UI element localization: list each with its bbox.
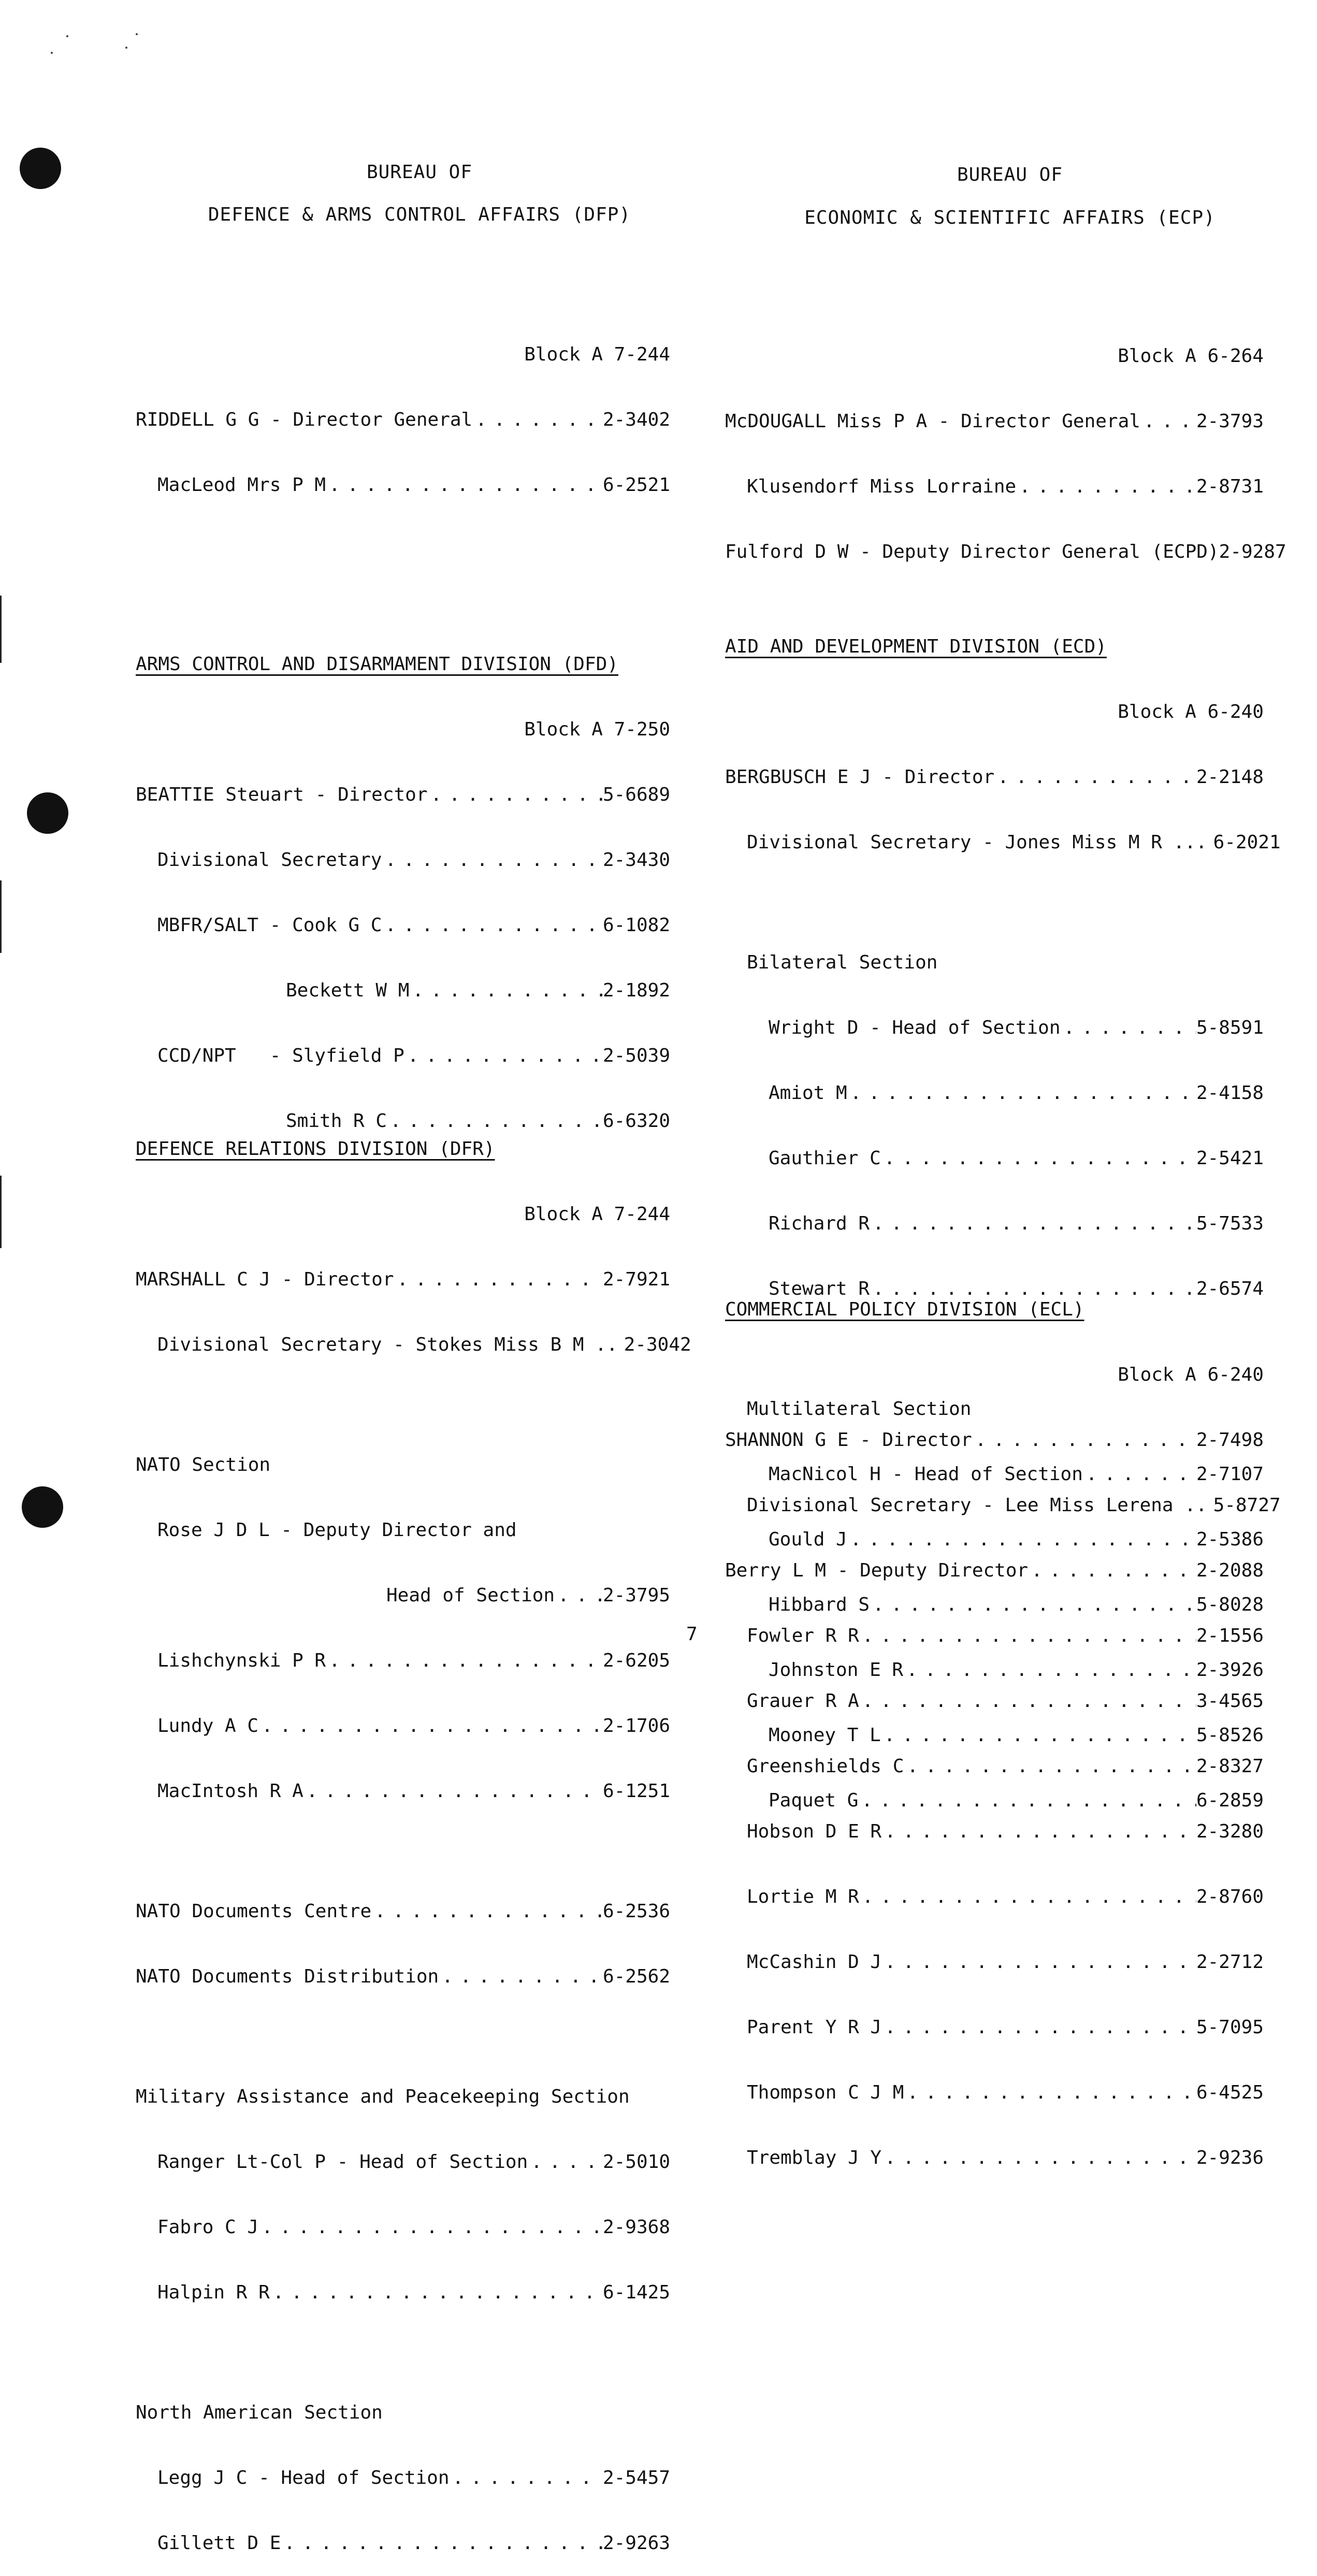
entry-number: 5-8591 [1196, 1017, 1264, 1038]
entry-number: 6-1082 [602, 915, 670, 936]
directory-entry [725, 1429, 1264, 1451]
entry-name: Stewart R [769, 1278, 870, 1299]
bureau-ecp-line2: ECONOMIC & SCIENTIFIC AFFAIRS (ECP) [804, 207, 1215, 228]
directory-entry [136, 409, 670, 431]
scan-speck [66, 35, 68, 37]
entry-name: CCD/NPT - Slyfield P [157, 1045, 404, 1066]
entry-number: 5-7095 [1196, 2017, 1264, 2038]
entry-number: 2-3795 [602, 1585, 670, 1606]
directory-entry [136, 915, 670, 936]
entry-name: BEATTIE Steuart - Director [136, 784, 428, 805]
directory-entry [725, 1625, 1264, 1647]
directory-entry [136, 1269, 670, 1291]
division-title: COMMERCIAL POLICY DIVISION (ECL) [725, 1299, 1084, 1320]
directory-entry [725, 1756, 1264, 1777]
entry-name: Beckett W M [286, 980, 410, 1001]
directory-entry [136, 1715, 670, 1737]
directory-entry [725, 1213, 1264, 1235]
entry-number: 6-2021 [1213, 832, 1281, 853]
directory-entry [136, 2467, 670, 2489]
directory-entry [725, 766, 1264, 788]
page-number: 7 [686, 1624, 698, 1645]
entry-name: Ranger Lt-Col P - Head of Section [157, 2151, 528, 2173]
entry-number: 2-2088 [1196, 1560, 1264, 1581]
directory-entry [136, 1901, 670, 1922]
entry-name: Klusendorf Miss Lorraine [747, 476, 1017, 497]
directory-entry [725, 1148, 1264, 1169]
directory-entry [725, 476, 1264, 498]
division-title: DEFENCE RELATIONS DIVISION (DFR) [136, 1138, 495, 1160]
directory-entry [136, 2217, 670, 2238]
entry-name: Lishchynski P R [157, 1650, 326, 1671]
entry-number: 2-5457 [602, 2467, 670, 2488]
directory-entry [725, 2147, 1264, 2169]
entry-number: 6-1425 [602, 2282, 670, 2303]
scan-edge-mark [0, 596, 2, 663]
directory-entry [136, 2151, 670, 2173]
entry-number: 6-2859 [1196, 1790, 1264, 1811]
directory-entry [136, 1781, 670, 1802]
entry-number: 2-8731 [1196, 476, 1264, 497]
entry-number: 2-7498 [1196, 1429, 1264, 1451]
entry-number: 2-9236 [1196, 2147, 1264, 2168]
directory-entry [136, 1585, 670, 1607]
entry-name: MARSHALL C J - Director [136, 1269, 394, 1290]
directory-entry [725, 1821, 1264, 1843]
entry-name: Parent Y R J [747, 2017, 882, 2038]
directory-entry [725, 1886, 1264, 1908]
block-location: Block A 6-264 [1118, 345, 1264, 367]
entry-name: Richard R [769, 1213, 870, 1234]
entry-number: 6-2521 [602, 474, 670, 496]
block-location: Block A 6-240 [1118, 1364, 1264, 1385]
entry-name: Johnston E R [769, 1659, 904, 1681]
entry-number: 2-7921 [602, 1269, 670, 1290]
division-ecl [725, 1255, 1281, 2191]
entry-number: 2-9263 [602, 2532, 670, 2554]
directory-entry [725, 1690, 1264, 1712]
entry-number: 5-8526 [1196, 1725, 1264, 1746]
entry-name: Divisional Secretary - Lee Miss Lerena .. [747, 1495, 1207, 1516]
entry-name: Halpin R R [157, 2282, 270, 2303]
directory-entry [136, 1334, 691, 1356]
entry-number: 2-2148 [1196, 766, 1264, 788]
entry-number: 2-1892 [602, 980, 670, 1001]
entry-name: Gould J [769, 1529, 847, 1550]
scan-speck [125, 47, 127, 49]
entry-number: 2-4158 [1196, 1082, 1264, 1104]
directory-entry [136, 2282, 670, 2304]
entry-name: SHANNON G E - Director [725, 1429, 972, 1451]
entry-number: 5-8727 [1213, 1495, 1281, 1516]
entry-name: Fabro C J [157, 2217, 259, 2238]
entry-number: 5-7533 [1196, 1213, 1264, 1234]
entry-name: Thompson C J M [747, 2082, 904, 2103]
entry-name: McDOUGALL Miss P A - Director General [725, 411, 1140, 432]
entry-name: Divisional Secretary - Stokes Miss B M .. [157, 1334, 618, 1355]
bureau-ecp-line1: BUREAU OF [957, 164, 1063, 185]
entry-number: 5-8028 [1196, 1594, 1264, 1615]
entry-name: Gauthier C [769, 1148, 881, 1169]
entry-name: MBFR/SALT - Cook G C [157, 915, 382, 936]
directory-entry [725, 1017, 1264, 1039]
directory-entry [136, 849, 670, 871]
binder-hole-top [20, 148, 61, 189]
entry-number: 2-5386 [1196, 1529, 1264, 1550]
entry-name: Rose J D L - Deputy Director and [157, 1519, 517, 1541]
entry-name: Gillett D E [157, 2532, 281, 2554]
entry-number: 2-6574 [1196, 1278, 1264, 1299]
section-heading: Military Assistance and Peacekeeping Section [136, 2086, 630, 2107]
directory-entry [136, 1650, 670, 1672]
entry-number: 2-2712 [1196, 1951, 1264, 1973]
entry-name: Berry L M - Deputy Director [725, 1560, 1029, 1581]
division-dfd [136, 610, 670, 1154]
section-heading: Bilateral Section [747, 952, 938, 973]
directory-entry [725, 2017, 1264, 2038]
division-dfr [136, 1095, 691, 2576]
binder-hole-middle [27, 792, 68, 834]
directory-entry [136, 1966, 670, 1988]
entry-name: Smith R C [286, 1110, 387, 1132]
entry-number: 2-5010 [602, 2151, 670, 2173]
entry-name: Legg J C - Head of Section [157, 2467, 450, 2488]
directory-entry [725, 1082, 1264, 1104]
entry-name: NATO Documents Distribution [136, 1966, 439, 1987]
directory-entry [725, 411, 1264, 432]
block-location: Block A 7-244 [524, 1204, 670, 1225]
directory-entry [725, 832, 1281, 853]
bureau-dfp-line1: BUREAU OF [366, 162, 473, 183]
directory-entry [725, 1495, 1281, 1516]
entry-number: 2-8760 [1196, 1886, 1264, 1907]
entry-name: Head of Section [386, 1585, 555, 1606]
directory-entry [725, 1951, 1264, 1973]
directory-entry [725, 1560, 1264, 1582]
entry-name: RIDDELL G G - Director General [136, 409, 473, 430]
entry-number: 2-8327 [1196, 1756, 1264, 1777]
scan-speck [136, 33, 138, 35]
block-location: Block A 7-244 [524, 344, 670, 365]
entry-number: 2-1706 [602, 1715, 670, 1736]
entry-name: NATO Documents Centre [136, 1901, 372, 1922]
entry-number: 2-1556 [1196, 1625, 1264, 1646]
entry-number: 2-7107 [1196, 1464, 1264, 1485]
entry-number: 2-3042 [624, 1334, 691, 1355]
entry-name: Tremblay J Y [747, 2147, 882, 2168]
block-location: Block A 7-250 [524, 719, 670, 740]
entry-number: 2-3280 [1196, 1821, 1264, 1842]
directory-entry [136, 784, 670, 806]
entry-number: 6-4525 [1196, 2082, 1264, 2103]
entry-number: 2-5421 [1196, 1148, 1264, 1169]
entry-name: BERGBUSCH E J - Director [725, 766, 995, 788]
section-heading: Multilateral Section [747, 1398, 972, 1420]
scan-speck [51, 52, 53, 54]
entry-number: 2-3430 [602, 849, 670, 871]
entry-name: MacLeod Mrs P M [157, 474, 326, 496]
entry-number: 2-9368 [602, 2217, 670, 2238]
scan-edge-mark [0, 880, 2, 953]
entry-name: Lundy A C [157, 1715, 259, 1736]
entry-name: Grauer R A [747, 1690, 859, 1712]
section-heading: North American Section [136, 2402, 383, 2423]
entry-name: Greenshields C [747, 1756, 904, 1777]
entry-number: 6-1251 [602, 1781, 670, 1802]
entry-number: 6-6320 [602, 1110, 670, 1132]
directory-entry [725, 2082, 1264, 2104]
block-location: Block A 6-240 [1118, 701, 1264, 722]
entry-number: 2-6205 [602, 1650, 670, 1671]
entry-name: MacIntosh R A [157, 1781, 303, 1802]
directory-entry [136, 474, 670, 496]
entry-number: 5-6689 [602, 784, 670, 805]
binder-hole-bottom [22, 1486, 63, 1528]
entry-name: Amiot M [769, 1082, 847, 1104]
entry-name: Lortie M R [747, 1886, 859, 1907]
directory-entry [136, 2532, 670, 2554]
division-title: AID AND DEVELOPMENT DIVISION (ECD) [725, 636, 1107, 657]
entry-name: MacNicol H - Head of Section [769, 1464, 1083, 1485]
entry-name: Mooney T L [769, 1725, 881, 1746]
entry-name: Divisional Secretary [157, 849, 382, 871]
scan-edge-mark [0, 1176, 2, 1248]
entry-name: Hibbard S [769, 1594, 870, 1615]
bureau-dfp-block [136, 300, 670, 518]
entry-name: Paquet G [769, 1790, 859, 1811]
entry-number: 6-2536 [602, 1901, 670, 1922]
entry-number: 3-4565 [1196, 1690, 1264, 1712]
entry-number: 2-3402 [602, 409, 670, 430]
entry-name: Hobson D E R [747, 1821, 882, 1842]
entry-name: McCashin D J [747, 1951, 882, 1973]
bureau-dfp-line2: DEFENCE & ARMS CONTROL AFFAIRS (DFP) [208, 204, 631, 225]
entry-number: 6-2562 [602, 1966, 670, 1987]
directory-entry: Fulford D W - Deputy Director General (ECPD)2-9287 [725, 541, 1286, 562]
division-title: ARMS CONTROL AND DISARMAMENT DIVISION (DFD) [136, 654, 618, 675]
section-heading: NATO Section [136, 1454, 271, 1475]
directory-entry [136, 1045, 670, 1067]
entry-name: Divisional Secretary - Jones Miss M R ... [747, 832, 1207, 853]
entry-number: 2-3793 [1196, 411, 1264, 432]
entry-number: 2-3926 [1196, 1659, 1264, 1681]
entry-number: 2-5039 [602, 1045, 670, 1066]
entry-name: Fowler R R [747, 1625, 859, 1646]
directory-entry [136, 980, 670, 1002]
bureau-ecp-block [725, 302, 1286, 585]
entry-name: Wright D - Head of Section [769, 1017, 1061, 1038]
